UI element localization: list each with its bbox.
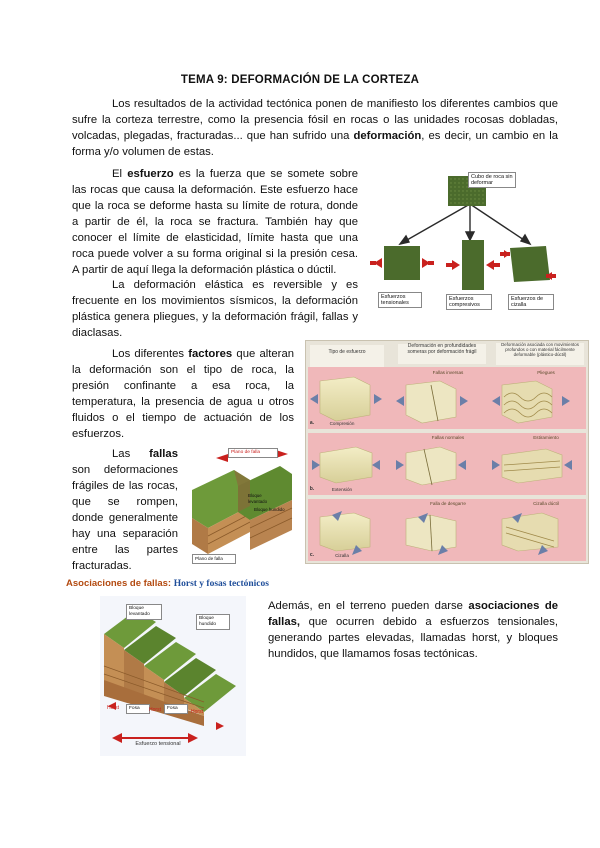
- page-title: TEMA 9: DEFORMACIÓN DE LA CORTEZA: [180, 74, 420, 86]
- horst-2: Horst: [149, 707, 161, 713]
- asociaciones-text: Además, en el terreno pueden darse: [268, 600, 469, 612]
- cube-label: Cubo de roca sin deformar: [468, 172, 516, 188]
- row-c-label: Cizalla: [335, 553, 349, 558]
- horst-1: Horst: [107, 705, 119, 711]
- horst-label-hundido: Bloque hundido: [196, 614, 230, 630]
- fallas-text: Las: [112, 448, 150, 460]
- table-col2: Deformación en profundidades someras por deformación frágil: [398, 344, 486, 364]
- fallas-keyword: fallas: [149, 448, 178, 460]
- table-col3: Deformación asociada con movimientos profundos o con material fácilmente deformable (plástico-dúctil): [496, 343, 584, 365]
- row-a-tag: a.: [309, 420, 315, 426]
- horst-diagram: [64, 576, 269, 762]
- factores-keyword: factores: [188, 348, 233, 360]
- factores-text-end: que alteran la deformación son el tipo de roca, la presión confinante a esa roca, la temperatura, la presencia de agua u otros fluidos o el tiempo de actuación de los esfuerzos.: [72, 348, 295, 440]
- esfuerzo-tensional-label: Esfuerzo tensional: [135, 741, 181, 747]
- esfuerzo-keyword: esfuerzo: [127, 168, 174, 180]
- row-c-tag: c.: [309, 552, 315, 558]
- cell-c3: Cizalla dúctil: [533, 501, 559, 506]
- horst-diagram-art: [64, 576, 260, 762]
- cell-b3: Estiramiento: [533, 435, 559, 440]
- intro-text: Los resultados de la actividad tectónica ponen de manifiesto los diferentes cambios que sufre la corteza terrestre, como la presencia fósil en rocas o las unidades rocosas dobladas, volcadas, plegadas, fracturadas... que han sufrido una: [72, 98, 558, 142]
- fault-side-label2: Bloque hundido: [254, 507, 285, 512]
- shear-label: Esfuerzos de cizalla: [508, 294, 554, 310]
- cell-a2: Fallas inversas: [432, 370, 464, 375]
- factores-text: Los diferentes: [112, 348, 189, 360]
- fallas-text-end: son deformaciones frágiles de las rocas, que se rompen, donde generalmente hay una separación entre las partes fracturadas.: [72, 464, 178, 572]
- asociaciones-paragraph: [268, 598, 558, 662]
- fallas-paragraph: [72, 446, 178, 574]
- row-b-tag: b.: [309, 486, 315, 492]
- row-b-label: Extensión: [331, 487, 353, 492]
- esfuerzo-paragraph: [72, 166, 358, 278]
- stress-diagram: [370, 166, 556, 316]
- fault-side-label1: Bloque levantado: [248, 493, 268, 504]
- cell-c2: Falla de desgarre: [430, 501, 466, 506]
- intro-keyword: deformación: [353, 130, 422, 142]
- fault-top-label: Plano de falla: [228, 448, 278, 458]
- compression-label: Esfuerzos compresivos: [446, 294, 492, 310]
- fosa-2: Fosa: [164, 704, 188, 714]
- horst-header-blue: Horst y fosas tectónicos: [173, 579, 269, 589]
- cell-b2: Fallas normales: [431, 435, 465, 440]
- row-a-label: Compresión: [329, 421, 355, 426]
- horst-label-levantado: Bloque levantado: [126, 604, 162, 620]
- fault-bottom-label: Plano de falla: [192, 554, 236, 564]
- tension-label: Esfuerzos tensionales: [378, 292, 422, 308]
- horst-header-text: Asociaciones de fallas:: [66, 578, 174, 589]
- asociaciones-keyword: asociaciones de fallas,: [268, 600, 558, 628]
- esfuerzo-text-end: es la fuerza que se somete sobre las rocas que causa la deformación. Este esfuerzo hace que la roca se deforme hasta su límite de rotura, donde a partir de él, la roca se fractura. También hay que conocer el límite de elasticidad, límite hasta que una roca puede volver a su forma original si la presión cesa. A partir de aquí llega la deformación plástica o dúctil.: [72, 168, 358, 276]
- cell-a3: Pliegues: [537, 370, 555, 375]
- fault-diagram: [188, 446, 294, 564]
- factores-paragraph: [72, 346, 294, 442]
- fosa-1: Fosa: [126, 704, 150, 714]
- asociaciones-text-end: que ocurren debido a esfuerzos tensionales, generando partes elevadas, llamadas horst, y bloques hundidos, que llamamos fosas tectónicas.: [268, 616, 558, 660]
- table-col1: Tipo de esfuerzo: [310, 345, 384, 368]
- intro-paragraph: [72, 96, 558, 160]
- intro-text-end: , es decir, un cambio en la forma y/o volumen de estas.: [72, 130, 558, 158]
- deformation-table: [305, 340, 589, 564]
- elastica-paragraph: La deformación elástica es reversible y es frecuente en los movimientos sísmicos, la deformación plástica genera pliegues, y la deformación frágil, fallas y diaclasas.: [72, 279, 358, 339]
- horst-3: Horst: [191, 709, 203, 715]
- esfuerzo-text: El: [112, 168, 128, 180]
